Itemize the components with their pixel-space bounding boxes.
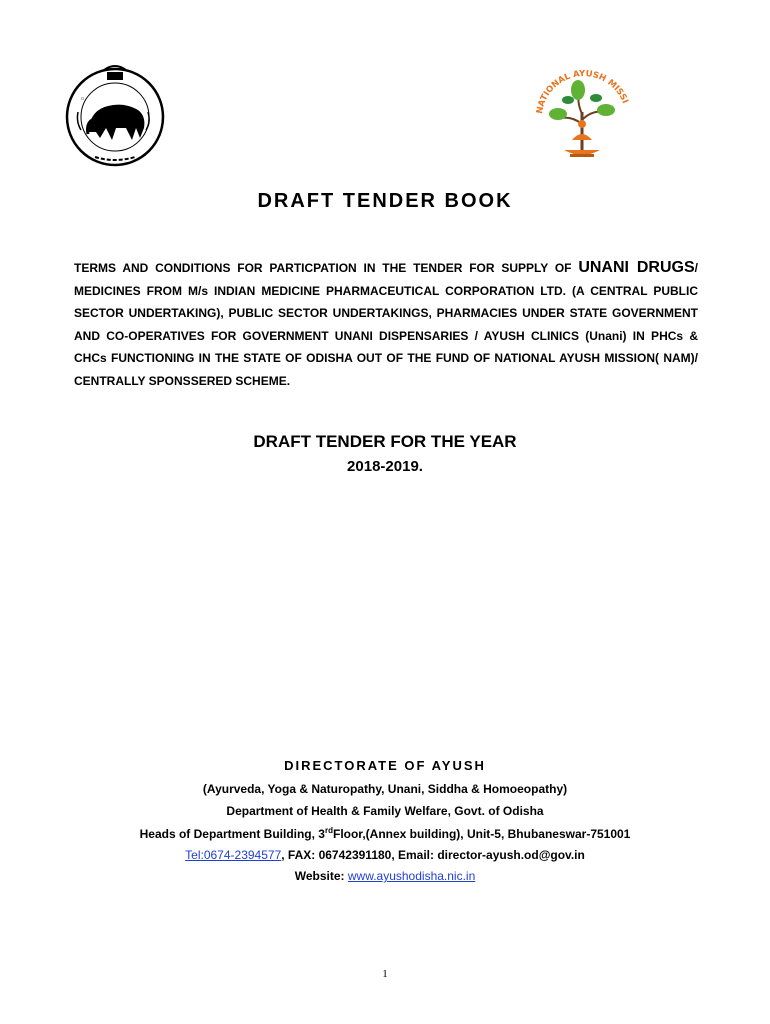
directorate-department: Department of Health & Family Welfare, Govt. of Odisha — [226, 804, 544, 818]
directorate-name: DIRECTORATE OF AYUSH — [284, 758, 486, 773]
svg-text:◦: ◦ — [80, 95, 86, 105]
directorate-contact — [0, 848, 770, 862]
odisha-emblem-logo — [60, 62, 170, 172]
address-suffix: Floor,(Annex building), Unit-5, Bhubaneswar-751001 — [332, 827, 631, 841]
national-ayush-mission-logo — [528, 54, 636, 166]
terms-line1-prefix: TERMS AND CONDITIONS FOR PARTICPATION IN THE TENDER FOR SUPPLY OF — [74, 261, 579, 275]
terms-line1-suffix: / — [694, 261, 699, 275]
terms-paragraph — [74, 257, 698, 392]
address-sup: rd — [324, 826, 333, 835]
fax-email: , FAX: 06742391180, Email: director-ayush.od@gov.in — [281, 848, 585, 862]
tel-link[interactable]: Tel:0674-2394577 — [185, 848, 282, 862]
document-title: DRAFT TENDER BOOK — [257, 190, 513, 212]
address-prefix: Heads of Department Building, 3 — [139, 827, 325, 841]
tender-year-heading: DRAFT TENDER FOR THE YEAR — [253, 432, 517, 451]
tender-year-value: 2018-2019. — [347, 458, 423, 475]
website-link[interactable]: www.ayushodisha.nic.in — [347, 869, 476, 883]
page-number: 1 — [382, 968, 388, 980]
website-label: Website: — [294, 869, 348, 883]
directorate-systems: (Ayurveda, Yoga & Naturopathy, Unani, Siddha & Homoeopathy) — [202, 782, 568, 796]
directorate-website — [0, 869, 770, 883]
terms-body: MEDICINES FROM M/s INDIAN MEDICINE PHARMACEUTICAL CORPORATION LTD. (A CENTRAL PUBLIC SECTOR UNDERTAKING), PUBLIC SECTOR UNDERTAKINGS, PHARMACIES UNDER STATE GOVERNMENT AND CO-OPERATIVES FOR GOVERNMENT UNANI DISPENSARIES / AYUSH CLINICS (Unani) IN PHCs & CHCs FUNCTIONING IN THE STATE OF ODISHA OUT OF THE FUND OF NATIONAL AYUSH MISSION( NAM)/ CENTRALLY SPONSSERED SCHEME. — [74, 283, 698, 388]
directorate-address — [0, 826, 770, 841]
svg-text:NATIONAL AYUSH MISSION: NATIONAL AYUSH MISSI — [534, 69, 630, 115]
terms-emphasis: UNANI DRUGS — [578, 259, 695, 276]
